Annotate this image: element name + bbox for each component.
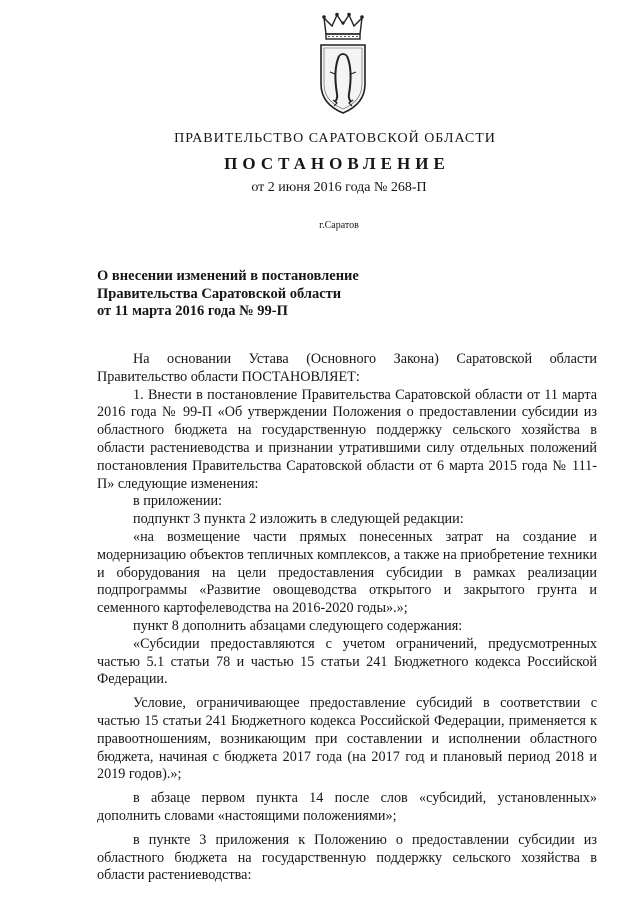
paragraph: «на возмещение части прямых понесенных затрат на создание и модернизацию объектов тепличных комплексов, а также на приобретение техники и оборудования на цели предоставления субсидии в рамках реализации подпрограммы «Развитие овощеводства открытого и закрытого грунта и семенного картофелеводства на 2016-2020 годы».»; <box>97 528 597 617</box>
document-body <box>97 351 597 885</box>
paragraph: в абзаце первом пункта 14 после слов «субсидий, установленных» дополнить словами «настоящими положениями»; <box>97 790 597 824</box>
document-city: г.Саратов <box>319 220 359 231</box>
organization-name: ПРАВИТЕЛЬСТВО САРАТОВСКОЙ ОБЛАСТИ <box>174 131 496 146</box>
subject-line: от 11 марта 2016 года № 99-П <box>97 303 288 319</box>
document-date-number: от 2 июня 2016 года № 268-П <box>251 180 427 195</box>
paragraph: Условие, ограничивающее предоставление субсидий в соответствии с частью 15 статьи 241 Бюджетного кодекса Российской Федерации, применяется к правоотношениям, возникающим при составлении и исполнении областного бюджета, начиная с бюджета 2017 года (на 2017 год и плановый период 2018 и 2019 годов).»; <box>97 695 597 783</box>
paragraph: На основании Устава (Основного Закона) Саратовской области Правительство области ПОСТАНОВЛЯЕТ: <box>97 351 597 385</box>
paragraph: в приложении: <box>133 493 222 510</box>
subject-line: Правительства Саратовской области <box>97 285 342 302</box>
paragraph: пункт 8 дополнить абзацами следующего содержания: <box>133 617 463 634</box>
document-subject <box>97 268 427 321</box>
saratov-coat-of-arms-icon <box>318 12 368 116</box>
paragraph: в пункте 3 приложения к Положению о предоставлении субсидии из областного бюджета на государственную поддержку сельского хозяйства в области растениеводства: <box>97 831 597 884</box>
paragraph: подпункт 3 пункта 2 изложить в следующей редакции: <box>133 511 464 528</box>
document-type: ПОСТАНОВЛЕНИЕ <box>224 154 450 173</box>
paragraph: «Субсидии предоставляются с учетом ограничений, предусмотренных частью 5.1 статьи 78 и частью 15 статьи 241 Бюджетного кодекса Российской Федерации. <box>97 635 597 688</box>
subject-line: О внесении изменений в постановление <box>97 268 359 284</box>
paragraph: 1. Внести в постановление Правительства Саратовской области от 11 марта 2016 года № 99-П «Об утверждении Положения о предоставлении субсидии из областного бюджета на государственную поддержку сельского хозяйства в области растениеводства и признании утратившими силу отдельных положений постановления Правительства Саратовской области от 6 марта 2015 года № 111-П» следующие изменения: <box>97 386 597 492</box>
